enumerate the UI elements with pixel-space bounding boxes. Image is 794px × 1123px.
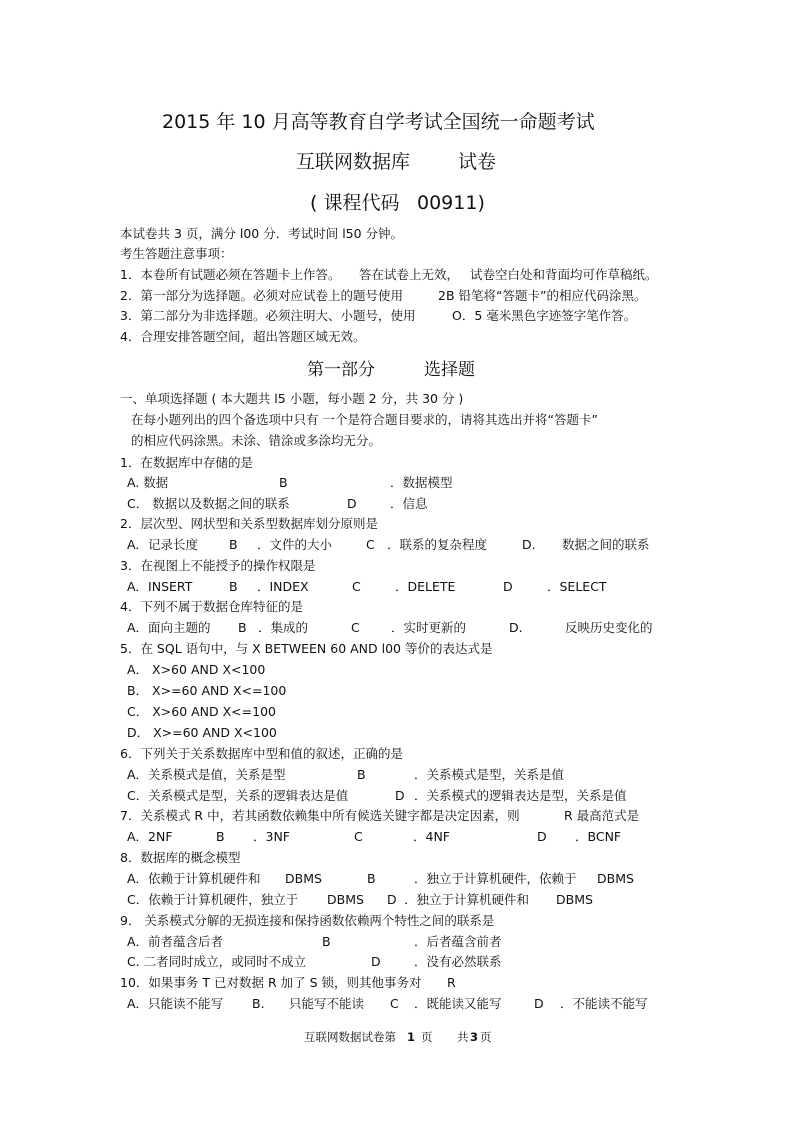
q10-stem-end: R — [447, 975, 456, 990]
course-code: 00911) — [417, 192, 485, 214]
q8-option-d-dbms: DBMS — [556, 892, 593, 907]
note-1-c: 试卷空白处和背面均可作草稿纸。 — [470, 267, 658, 282]
footer-page-word: 页 — [421, 1030, 433, 1044]
q2-option-c-letter: C — [366, 537, 375, 552]
q7-option-d: ．BCNF — [575, 829, 622, 844]
footer-label: 互联网数据试卷第 — [304, 1030, 396, 1044]
q1-option-a: A. 数据 — [127, 475, 169, 490]
q6-option-b: ．关系模式是型，关系是值 — [414, 767, 565, 782]
q6-option-d: ．关系模式的逻辑表达是型，关系是值 — [414, 788, 627, 803]
q7-stem: 7．关系模式 R 中，若其函数依赖集中所有候选关键字都是决定因素，则 — [120, 808, 520, 823]
q8-option-c-dbms: DBMS — [327, 892, 364, 907]
q9-option-d: ．没有必然联系 — [414, 954, 502, 969]
q3-option-b-letter: B — [229, 579, 238, 594]
section-part: 第一部分 — [307, 360, 375, 380]
q6-option-c: C．关系模式是型，关系的逻辑表达是值 — [127, 788, 349, 803]
q5-stem: 5．在 SQL 语句中，与 X BETWEEN 60 AND l00 等价的表达式是 — [120, 641, 493, 656]
q8-option-b-dbms: DBMS — [597, 871, 634, 886]
q4-option-d-letter: D. — [509, 620, 523, 635]
q3-stem: 3．在视图上不能授予的操作权限是 — [120, 558, 316, 573]
q1-option-d: ．信息 — [390, 496, 428, 511]
q3-option-c: ．DELETE — [395, 579, 456, 594]
exam-title: 2015 年 10 月高等教育自学考试全国统一命题考试 — [162, 111, 595, 133]
q10-option-b-letter: B. — [252, 996, 265, 1011]
q1-option-c: C． 数据以及数据之间的联系 — [127, 496, 290, 511]
subject-name: 互联网数据库 — [296, 151, 411, 173]
q8-option-b: ．独立于计算机硬件，依赖于 — [414, 871, 577, 886]
q9-option-b-letter: B — [322, 934, 331, 949]
q9-option-b: ．后者蕴含前者 — [414, 934, 502, 949]
q4-option-b: ．集成的 — [258, 620, 309, 635]
q8-option-a-dbms: DBMS — [285, 871, 322, 886]
q8-option-c: C．依赖于计算机硬件，独立于 — [127, 892, 299, 907]
q8-option-a: A．依赖于计算机硬件和 — [127, 871, 261, 886]
course-code-label: ( 课程代码 — [310, 192, 400, 214]
footer-end-word: 页 — [480, 1030, 492, 1044]
q10-option-d: ．不能读不能写 — [560, 996, 648, 1011]
q4-option-c: ．实时更新的 — [391, 620, 467, 635]
q2-option-a: A．记录长度 — [127, 537, 199, 552]
q3-option-a: A．INSERT — [127, 579, 193, 594]
q7-option-c-letter: C — [354, 829, 363, 844]
q2-option-d-letter: D. — [522, 537, 536, 552]
exam-info: 本试卷共 3 页，满分 l00 分．考试时间 l50 分钟。 — [120, 226, 404, 241]
q10-stem: 10．如果事务 T 已对数据 R 加了 S 锁，则其他事务对 — [120, 975, 422, 990]
q8-stem: 8．数据库的概念模型 — [120, 850, 241, 865]
q6-stem: 6．下列关于关系数据库中型和值的叙述，正确的是 — [120, 746, 403, 761]
q4-option-a: A．面向主题的 — [127, 620, 211, 635]
q8-option-d-letter: D — [387, 892, 397, 907]
footer-page-number: 1 — [407, 1030, 416, 1044]
q2-option-c: ．联系的复杂程度 — [387, 537, 488, 552]
q9-option-c: C. 二者同时成立，或同时不成立 — [127, 954, 307, 969]
intro-line-1: 一、单项选择题 ( 本大题共 l5 小题，每小题 2 分，共 30 分 ) — [120, 391, 464, 406]
q4-option-b-letter: B — [238, 620, 247, 635]
q1-option-b: ．数据模型 — [390, 475, 453, 490]
q2-option-b-letter: B — [229, 537, 238, 552]
q10-option-c: ．既能读又能写 — [414, 996, 502, 1011]
q7-option-b-letter: B — [216, 829, 225, 844]
q4-option-c-letter: C — [351, 620, 360, 635]
q2-option-d: 数据之间的联系 — [562, 537, 650, 552]
note-3-b: O．5 毫米黑色字迹签字笔作答。 — [452, 308, 637, 323]
q1-option-d-letter: D — [347, 496, 357, 511]
q3-option-c-letter: C — [352, 579, 361, 594]
q7-option-a: A．2NF — [127, 829, 173, 844]
q5-option-a: A． X>60 AND X<100 — [127, 662, 266, 677]
footer-total-pages: 3 — [470, 1030, 479, 1044]
note-2-b: 2B 铅笔将“答题卡”的相应代码涂黑。 — [438, 288, 647, 303]
q7-option-d-letter: D — [537, 829, 547, 844]
q9-option-d-letter: D — [371, 954, 381, 969]
q6-option-b-letter: B — [357, 767, 366, 782]
paper-label: 试卷 — [458, 151, 497, 173]
note-1-b: 答在试卷上无效， — [359, 267, 460, 282]
q5-option-d: D． X>=60 AND X<100 — [127, 725, 277, 740]
q8-option-d: ．独立于计算机硬件和 — [404, 892, 530, 907]
q2-stem: 2．层次型、网状型和关系型数据库划分原则是 — [120, 516, 378, 531]
q1-stem: 1．在数据库中存储的是 — [120, 455, 253, 470]
q5-option-b: B． X>=60 AND X<=100 — [127, 683, 287, 698]
q1-option-b-letter: B — [279, 475, 288, 490]
q10-option-c-letter: C — [390, 996, 399, 1011]
q9-stem: 9． 关系模式分解的无损连接和保持函数依赖两个特性之间的联系是 — [120, 913, 495, 928]
q9-option-a: A．前者蕴含后者 — [127, 934, 224, 949]
note-1: 1．本卷所有试题必须在答题卡上作答。 — [120, 267, 341, 282]
q10-option-b: 只能写不能读 — [289, 996, 365, 1011]
q8-option-b-letter: B — [367, 871, 376, 886]
q4-option-d: 反映历史变化的 — [565, 620, 653, 635]
note-3: 3．第二部分为非选择题。必须注明大、小题号，使用 — [120, 308, 416, 323]
q6-option-d-letter: D — [395, 788, 405, 803]
intro-line-2: 在每小题列出的四个备选项中只有 一个是符合题目要求的，请将其选出并将“答题卡” — [131, 412, 598, 427]
q10-option-a: A．只能读不能写 — [127, 996, 224, 1011]
q10-option-d-letter: D — [534, 996, 544, 1011]
q2-option-b: ．文件的大小 — [257, 537, 333, 552]
q7-stem-end: R 最高范式是 — [564, 808, 640, 823]
q7-option-c: ．4NF — [413, 829, 450, 844]
notes-heading: 考生答题注意事项： — [120, 246, 233, 261]
q3-option-d: ．SELECT — [547, 579, 607, 594]
note-2: 2．第一部分为选择题。必须对应试卷上的题号使用 — [120, 288, 403, 303]
q5-option-c: C． X>60 AND X<=100 — [127, 704, 276, 719]
intro-line-3: 的相应代码涂黑。未涂、错涂或多涂均无分。 — [131, 433, 382, 448]
footer-total-label: 共 — [457, 1030, 469, 1044]
q4-stem: 4．下列不属于数据仓库特征的是 — [120, 599, 303, 614]
q3-option-b: ．INDEX — [257, 579, 309, 594]
note-4: 4．合理安排答题空间，超出答题区域无效。 — [120, 329, 366, 344]
q6-option-a: A．关系模式是值，关系是型 — [127, 767, 286, 782]
q3-option-d-letter: D — [503, 579, 513, 594]
q7-option-b: ．3NF — [253, 829, 290, 844]
section-name: 选择题 — [424, 360, 475, 380]
